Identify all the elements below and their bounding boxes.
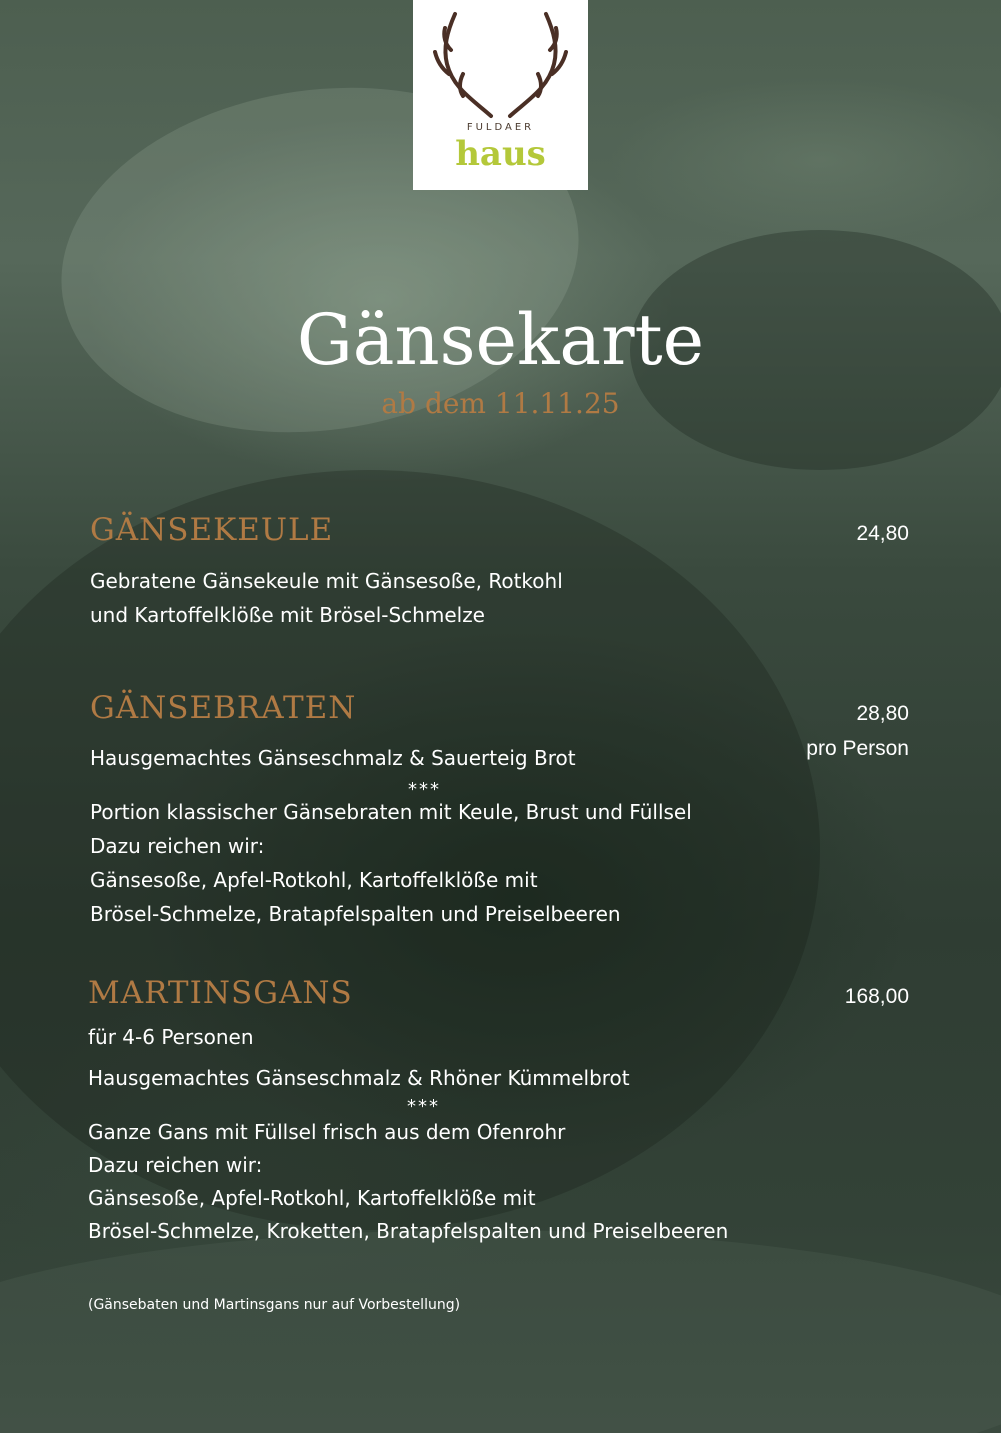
separator-stars: *** — [407, 1096, 440, 1117]
description-line: Dazu reichen wir: — [88, 1153, 263, 1177]
description-line: Dazu reichen wir: — [90, 834, 265, 858]
description-line: Hausgemachtes Gänseschmalz & Rhöner Kümmelbrot — [88, 1066, 630, 1090]
description-line: Gänsesoße, Apfel-Rotkohl, Kartoffelklöße mit — [88, 1186, 536, 1210]
description-line: Gebratene Gänsekeule mit Gänsesoße, Rotkohl — [90, 569, 563, 593]
page-title: Gänsekarte — [296, 299, 705, 381]
price-gaensekeule: 24,80 — [856, 522, 909, 545]
description-line: Brösel-Schmelze, Kroketten, Bratapfelspalten und Preiselbeeren — [88, 1219, 729, 1243]
price-martinsgans: 168,00 — [844, 985, 909, 1008]
antlers-icon — [433, 4, 568, 122]
logo — [413, 0, 588, 190]
description-line: Hausgemachtes Gänseschmalz & Sauerteig Brot — [90, 746, 576, 770]
section-title-martinsgans: MARTINSGANS — [88, 975, 353, 1011]
logo-big-text: haus — [455, 134, 546, 174]
description-line: Brösel-Schmelze, Bratapfelspalten und Preiselbeeren — [90, 902, 621, 926]
background-plate-rim-shape — [0, 1230, 1001, 1433]
footnote: (Gänsebaten und Martinsgans nur auf Vorbestellung) — [88, 1297, 461, 1313]
price-note-gaensebraten: pro Person — [806, 737, 909, 760]
description-line: Gänsesoße, Apfel-Rotkohl, Kartoffelklöße mit — [90, 868, 538, 892]
logo-small-text: FULDAER — [466, 122, 535, 133]
description-line: Ganze Gans mit Füllsel frisch aus dem Ofenrohr — [88, 1120, 566, 1144]
description-line: Portion klassischer Gänsebraten mit Keule, Brust und Füllsel — [90, 800, 692, 824]
separator-stars: *** — [408, 779, 441, 800]
description-line: und Kartoffelklöße mit Brösel-Schmelze — [90, 603, 485, 627]
page-subtitle: ab dem 11.11.25 — [381, 387, 620, 420]
section-title-gaensebraten: GÄNSEBRATEN — [90, 690, 357, 726]
price-gaensebraten: 28,80 — [856, 702, 909, 725]
section-title-gaensekeule: GÄNSEKEULE — [90, 512, 334, 548]
description-line: für 4-6 Personen — [88, 1025, 254, 1049]
